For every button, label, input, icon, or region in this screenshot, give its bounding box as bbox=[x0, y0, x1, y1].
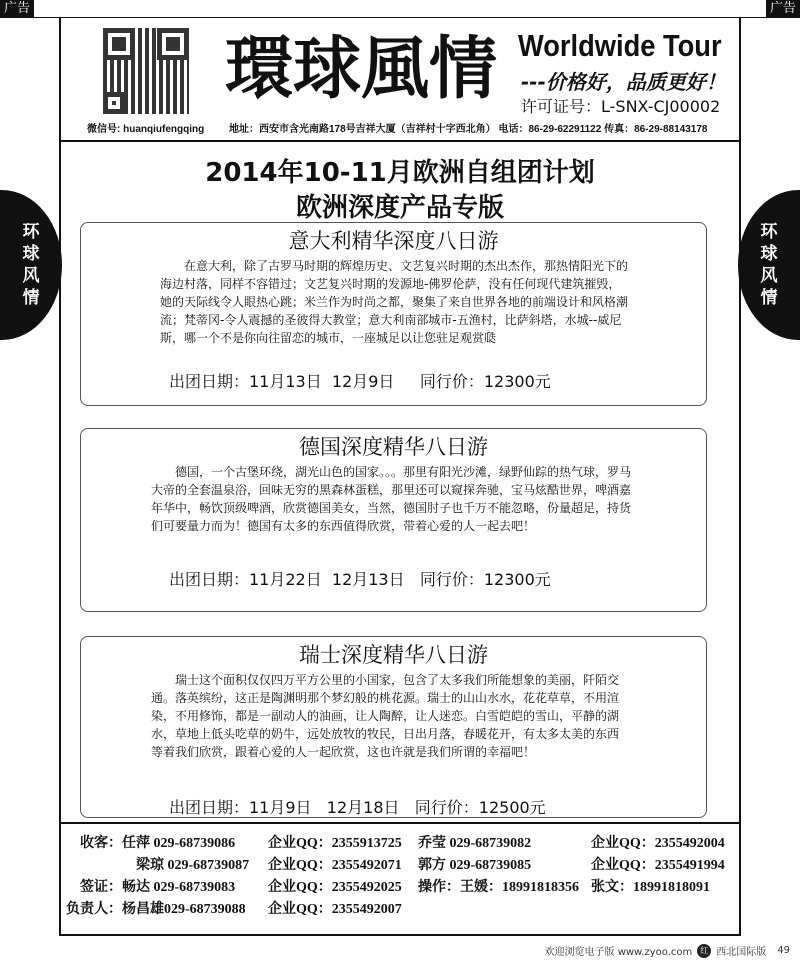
tour-title: 瑞士深度精华八日游 bbox=[299, 643, 488, 667]
contact-row bbox=[61, 854, 739, 874]
tour-title: 意大利精华深度八日游 bbox=[288, 229, 499, 253]
section-name: 西北国际版 bbox=[716, 947, 767, 958]
side-char: 环 bbox=[760, 222, 778, 242]
tour-description: 德国，一个古堡环绕，湖光山色的国家。。。那里有阳光沙滩，绿野仙踪的热气球，罗马大帝的全套温泉浴，回味无穷的黑森林蛋糕，那里还可以窥探奔驰，宝马炫酷世界，啤酒嘉年华中，畅饮顶级啤酒，欣赏德国美女，当然，德国肘子也千万不能忽略，份量超足，持货们可要量力而为！德国有太多的东西值得欣赏，带着心爱的人一起去吧！ bbox=[151, 465, 632, 533]
contact-cell: 梁琼 029-68739087 bbox=[136, 858, 250, 873]
page-subtitle: 欧洲深度产品专版 bbox=[295, 193, 504, 223]
contact-cell: 企业QQ：2355492004 bbox=[591, 836, 725, 851]
contact-cell: 郭方 029-68739085 bbox=[418, 858, 532, 873]
wechat-id: 微信号: huanqiufengqing bbox=[87, 124, 205, 135]
tour-card-italy bbox=[80, 222, 707, 406]
brand-logo: 環球風情 bbox=[225, 30, 498, 109]
ad-label-left: 广告 bbox=[0, 0, 34, 18]
contact-cell: 企业QQ：2355492025 bbox=[268, 880, 402, 895]
contact-box bbox=[59, 822, 741, 936]
contact-cell: 负责人：杨昌雄029-68739088 bbox=[66, 902, 246, 917]
ad-label-right: 广告 bbox=[766, 0, 800, 18]
side-char: 球 bbox=[760, 244, 778, 264]
contact-cell: 收客：任萍 029-68739086 bbox=[80, 836, 236, 851]
contact-cell: 张文：18991818091 bbox=[591, 880, 710, 895]
contact-cell: 操作：王媛：18991818356 bbox=[418, 880, 579, 895]
english-name: Worldwide Tour bbox=[518, 28, 722, 63]
tour-dates-price: 出团日期：11月9日 12月18日 同行价：12500元 bbox=[169, 798, 546, 817]
badge-icon: 红 bbox=[697, 944, 711, 958]
contact-cell: 企业QQ：2355491994 bbox=[591, 858, 725, 873]
side-tab-right bbox=[738, 190, 800, 340]
side-tab-left bbox=[0, 190, 62, 340]
contact-row bbox=[61, 832, 739, 852]
side-char: 情 bbox=[22, 288, 40, 308]
tour-card-germany bbox=[80, 428, 707, 612]
qr-code-icon bbox=[103, 28, 189, 114]
contact-row bbox=[61, 876, 739, 896]
page-number: 49 bbox=[777, 945, 790, 956]
page-title: 2014年10-11月欧洲自组团计划 bbox=[205, 158, 595, 188]
contact-cell: 企业QQ：2355492071 bbox=[268, 858, 402, 873]
address: 地址：西安市含光南路178号吉祥大厦（吉祥村十字西北角） 电话：86-29-62291122 传真：86-29-88143178 bbox=[229, 124, 708, 135]
side-char: 风 bbox=[22, 266, 40, 286]
contact-cell: 企业QQ：2355492007 bbox=[268, 902, 402, 917]
contact-cell: 企业QQ：2355913725 bbox=[268, 836, 402, 851]
slogan: ---价格好，品质更好！ bbox=[521, 70, 726, 94]
tour-description: 瑞士这个面积仅仅四万平方公里的小国家，包含了太多我们所能想象的美丽，阡陌交通。落英缤纷，这正是陶渊明那个梦幻般的桃花源。瑞士的山山水水，花花草草，不用渲染，不用修饰，都是一副动人的油画，让人陶醉，让人迷恋。白雪皑皑的雪山，平静的湖水，草地上低头吃草的奶牛，远处放牧的牧民，日出月落，春暖花开，有太多太美的东西等着我们欣赏，跟着心爱的人一起欣赏，这也许就是我们所谓的幸福吧！ bbox=[151, 673, 620, 759]
tour-card-switzerland bbox=[80, 636, 707, 818]
tour-description: 在意大利，除了古罗马时期的辉煌历史、文艺复兴时期的杰出杰作，那热情阳光下的海边村落，同样不容错过；文艺复兴时期的发源地-佛罗伦萨，没有任何现代建筑摧毁，她的天际线令人眼热心跳；米兰作为时尚之都，聚集了来自世界各地的前端设计和风格潮流；梵蒂冈-令人震撼的圣彼得大教堂；意大利南部城市-五渔村，比萨斜塔，水城--威尼斯，哪一个不是你向往留恋的城市，一座城足以让您驻足观赏瓞 bbox=[160, 259, 629, 345]
side-char: 情 bbox=[760, 288, 778, 308]
tour-dates-price: 出团日期：11月13日 12月9日 同行价：12300元 bbox=[169, 372, 551, 391]
tour-title: 德国深度精华八日游 bbox=[299, 435, 488, 459]
page-footer bbox=[545, 943, 790, 958]
tour-dates-price: 出团日期：11月22日 12月13日 同行价：12300元 bbox=[169, 570, 551, 589]
contact-cell: 签证：畅达 029-68739083 bbox=[80, 880, 236, 895]
side-char: 环 bbox=[22, 222, 40, 242]
ad-header bbox=[59, 18, 741, 142]
footer-link[interactable]: 欢迎浏览电子版 www.zyoo.com bbox=[544, 947, 693, 958]
side-char: 风 bbox=[760, 266, 778, 286]
side-char: 球 bbox=[22, 244, 40, 264]
contact-cell: 乔莹 029-68739082 bbox=[418, 836, 532, 851]
license: 许可证号：L-SNX-CJ00002 bbox=[521, 97, 721, 116]
contact-row bbox=[61, 898, 739, 918]
